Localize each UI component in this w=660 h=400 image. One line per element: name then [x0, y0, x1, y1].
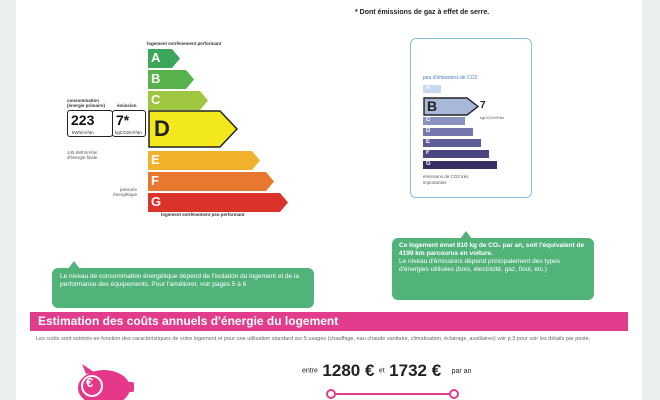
energy-class-letter: F: [151, 173, 159, 188]
cost-max: 1732 €: [389, 361, 442, 380]
co2-info-text: Le niveau d'émissions dépend principalement des types d'énergies utilisées (bois, électricité, gaz, fioul, etc.): [399, 258, 560, 273]
co2-value: 7: [480, 100, 486, 111]
energy-bar-shape: [148, 172, 274, 191]
co2-current-letter: B: [427, 98, 438, 114]
co2-class-letter: D: [426, 128, 431, 134]
piggy-bank-icon: [70, 362, 134, 400]
energy-class-letter: G: [151, 194, 162, 209]
energy-class-c: [148, 91, 208, 110]
energy-class-f: [148, 172, 274, 191]
co2-class-d: [423, 128, 473, 136]
co2-unit: kgCO2/m²/an: [480, 115, 504, 120]
cost-prefix: entre: [302, 367, 318, 375]
energy-current-letter: D: [154, 116, 170, 141]
emission-label: émission: [117, 103, 137, 108]
energy-class-letter: C: [151, 92, 161, 107]
energy-info-note: Le niveau de consommation énergétique dépend de l'isolation du logement et de la performance des équipements. Pour l'améliorer, voir pages 5 à 6: [52, 268, 314, 308]
consumption-value-box: [67, 110, 113, 137]
euro-symbol: €: [86, 375, 94, 390]
consumption-value: 223: [71, 112, 95, 128]
cost-suffix: par an: [451, 367, 472, 375]
cost-range: [302, 361, 471, 383]
cost-title: Estimation des coûts annuels d'énergie du logement: [38, 314, 339, 328]
energy-class-letter: B: [151, 71, 161, 86]
consumption-label: consommation (énergie primaire): [67, 98, 106, 108]
energy-class-e: [148, 151, 260, 170]
co2-class-letter: G: [426, 161, 431, 167]
energy-class-letter: E: [151, 152, 160, 167]
passoire-label: passoire énergétique: [113, 187, 137, 197]
cost-banner: [30, 312, 628, 331]
co2-class-letter: F: [426, 150, 430, 156]
piggy-bank-shape: [70, 362, 134, 400]
co2-class-letter: A: [426, 85, 431, 91]
consumption-unit: kWh/m²/an: [72, 130, 94, 135]
co2-scale-top-label: peu d'émissions de CO2: [423, 75, 478, 81]
cost-range-max-marker: [449, 389, 459, 399]
co2-class-f: [423, 150, 489, 158]
energy-class-letter: A: [151, 50, 161, 65]
energy-current-class: [148, 110, 238, 148]
co2-class-letter: C: [426, 117, 431, 123]
co2-info-note: [392, 238, 594, 300]
cost-min: 1280 €: [322, 361, 375, 380]
energy-bar-shape: [148, 193, 288, 212]
energy-bar-shape: [148, 151, 260, 170]
emission-value: 7*: [116, 112, 130, 128]
final-energy-note: 145 kWh/m²/an d'énergie finale: [67, 150, 98, 160]
emission-unit: kgCO2/m²/an: [115, 130, 142, 135]
co2-scale-bottom-label: émissions de CO2 très importantes: [423, 174, 469, 185]
cost-description: Les coûts sont estimés en fonction des caractéristiques de votre logement et pour une utilisation standard sur 5 usages (chauffage, eau chaude sanitaire, climatisation, éclairage, auxiliaires) voir p.3 pour voir les détails par poste.: [36, 336, 591, 342]
cost-range-min-marker: [326, 389, 336, 399]
co2-class-g: [423, 161, 497, 169]
energy-scale-top-label: logement extrêmement performant: [147, 41, 222, 46]
co2-class-letter: E: [426, 139, 431, 145]
co2-class-c: [423, 117, 465, 125]
energy-class-a: [148, 49, 180, 68]
co2-class-e: [423, 139, 481, 147]
emission-value-box: [112, 110, 146, 137]
co2-class-a: [423, 85, 441, 93]
cost-range-track: [330, 393, 454, 395]
ghg-footnote: * Dont émissions de gaz à effet de serre.: [355, 9, 490, 16]
co2-panel: [410, 38, 532, 198]
energy-class-g: [148, 193, 288, 212]
co2-info-bold: Ce logement émet 810 kg de CO₂ par an, soit l'équivalent de 4199 km parcourus en voiture.: [399, 242, 585, 257]
cost-connector: et: [378, 367, 385, 375]
co2-current-class: [423, 97, 479, 116]
energy-class-b: [148, 70, 194, 89]
energy-scale-bottom-label: logement extrêmement peu performant: [161, 212, 245, 217]
